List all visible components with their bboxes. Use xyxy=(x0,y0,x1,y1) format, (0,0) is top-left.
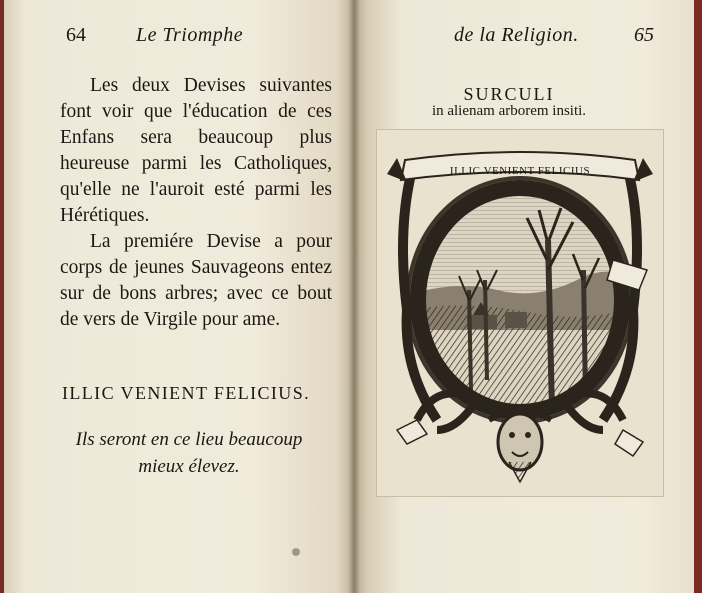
ink-spot xyxy=(292,548,300,556)
emblem-engraving xyxy=(377,130,663,496)
translation-line-1: Ils seront en ce lieu beaucoup xyxy=(75,429,303,450)
book-gutter xyxy=(348,0,360,593)
plate-subtitle: in alienam arborem insiti. xyxy=(431,103,587,119)
right-page-number: 65 xyxy=(634,24,654,46)
banner-text: ILLIC VENIENT FELICIUS xyxy=(449,165,591,177)
paragraph-2: La premiére Devise a pour corps de jeunes Sauvageons entez sur de bons arbres; avec ce bout de vers de Virgile pour ame. xyxy=(60,231,332,330)
plate-title: SURCULI xyxy=(463,84,555,104)
left-page-number: 64 xyxy=(66,24,86,46)
right-running-head: de la Religion. xyxy=(454,24,579,46)
motto-translation xyxy=(44,426,334,480)
translation-line-2: mieux élevez. xyxy=(138,456,240,477)
left-page xyxy=(4,0,354,593)
paragraph-1: Les deux Devises suivantes font voir que l'éducation de ces Enfans sera beaucoup plus heureuse parmi les Catholiques, qu'elle ne l'auroit esté parmi les Hérétiques. xyxy=(60,75,332,226)
left-running-head: Le Triomphe xyxy=(136,24,244,46)
engraving-plate xyxy=(376,129,664,497)
motto-text: ILLIC VENIENT FELICIUS. xyxy=(62,383,311,403)
open-book xyxy=(4,0,694,593)
body-text xyxy=(60,73,332,333)
grotesque-mask xyxy=(498,414,542,470)
